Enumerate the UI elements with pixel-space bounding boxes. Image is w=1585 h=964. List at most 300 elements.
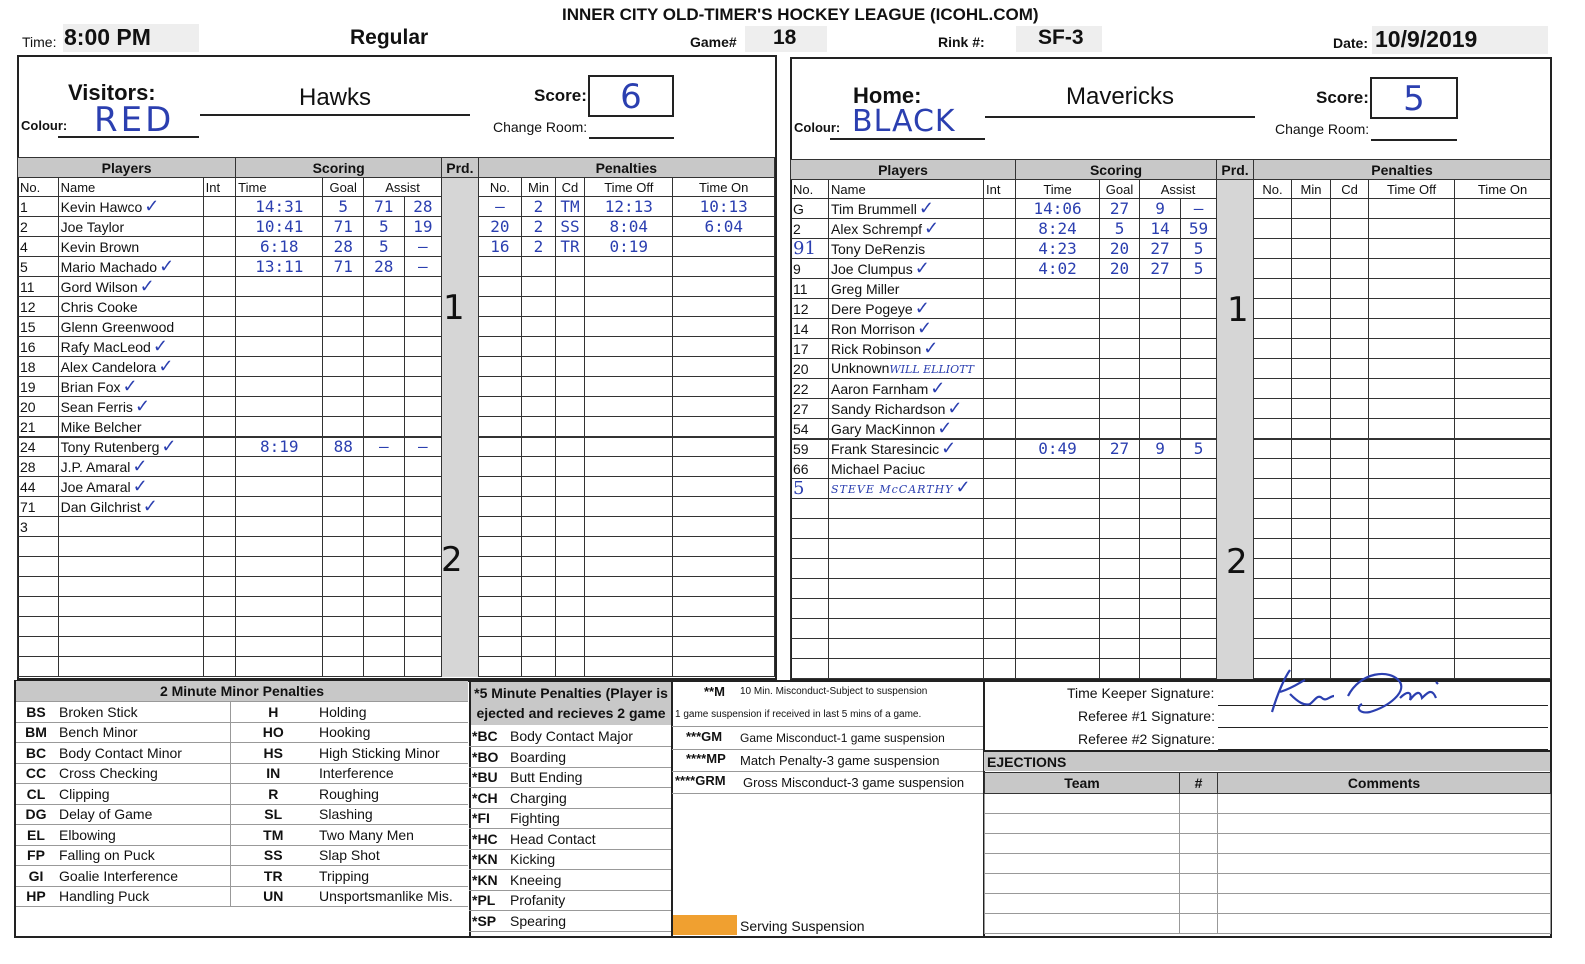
period-cell — [442, 357, 479, 377]
ejection-comment — [1218, 893, 1551, 913]
player-number-text: 9 — [793, 261, 801, 277]
int-cell — [984, 219, 1016, 239]
penalty-on — [673, 357, 775, 377]
int-cell — [984, 439, 1016, 459]
penalty-no — [478, 397, 522, 417]
scoring-a2 — [404, 457, 442, 477]
player-name-text: J.P. Amaral — [60, 459, 131, 475]
scoring-time-value: 13:11 — [255, 257, 304, 276]
player-number-text: 14 — [793, 321, 809, 337]
major-desc: Head Contact — [507, 829, 672, 850]
scoring-a1 — [364, 477, 405, 497]
player-name — [829, 399, 984, 419]
int-cell — [203, 397, 236, 417]
penalty-on — [1455, 639, 1551, 659]
time-col: Time — [1016, 180, 1100, 199]
period-cell — [1217, 399, 1254, 419]
int-cell — [984, 459, 1016, 479]
int-cell — [203, 457, 236, 477]
ejections-team-header: Team — [985, 773, 1180, 794]
penalty-no — [478, 257, 522, 277]
table-row — [791, 339, 1551, 359]
penalty-on — [673, 517, 775, 537]
player-name — [829, 439, 984, 459]
major-penalties-table — [469, 726, 672, 932]
penalty-no — [1254, 599, 1292, 619]
player-number — [791, 219, 829, 239]
scoring-goal-value: 5 — [1114, 219, 1125, 238]
scoring-a1 — [1140, 359, 1181, 379]
penalty-min — [1292, 379, 1331, 399]
scoring-a1 — [1140, 479, 1181, 499]
visitors-label: Visitors: — [68, 80, 156, 105]
minor-code2: TM — [230, 825, 316, 846]
scoring-time-value: 8:24 — [1038, 219, 1077, 238]
scoring-a2 — [404, 417, 442, 437]
penalty-min — [522, 257, 555, 277]
goal-col: Goal — [323, 178, 364, 197]
int-cell — [203, 417, 236, 437]
no-col: No. — [791, 180, 829, 199]
penalty-off — [585, 397, 673, 417]
int-cell — [203, 557, 236, 577]
penalty-no — [1254, 619, 1292, 639]
ejection-team — [985, 833, 1180, 853]
scoring-goal — [1100, 619, 1140, 639]
scoring-goal-value: 28 — [333, 237, 353, 256]
int-cell — [984, 379, 1016, 399]
scoring-time — [236, 457, 323, 477]
scoring-goal — [323, 457, 364, 477]
penalty-off — [585, 497, 673, 517]
scoring-time — [236, 197, 323, 217]
penalty-off — [1369, 639, 1455, 659]
player-name-text: Mario Machado — [60, 259, 158, 275]
scoring-a1 — [1140, 399, 1181, 419]
penalty-cd — [555, 277, 584, 297]
home-change-room-line — [1371, 139, 1457, 141]
minor-penalty-row — [16, 804, 468, 825]
scoring-goal — [323, 217, 364, 237]
penalty-on — [1455, 619, 1551, 639]
player-name — [829, 559, 984, 579]
player-number-text: 20 — [793, 361, 809, 377]
penalty-off-value: 8:04 — [609, 217, 649, 236]
scoring-time-value: 4:02 — [1038, 259, 1077, 278]
scoring-goal — [323, 257, 364, 277]
visitors-colour: RED — [58, 100, 199, 138]
minor-penalty-row — [16, 886, 468, 907]
penalty-off — [585, 277, 673, 297]
scoring-goal — [323, 557, 364, 577]
player-name-text: Sean Ferris — [60, 399, 133, 415]
minor-code: EL — [16, 825, 56, 846]
penalty-min — [1292, 479, 1331, 499]
minor-code2: HO — [230, 722, 316, 743]
period-cell — [1217, 439, 1254, 459]
scoring-a1 — [1140, 339, 1181, 359]
player-number — [18, 257, 59, 277]
player-name — [829, 499, 984, 519]
penalty-no — [1254, 219, 1292, 239]
table-row — [791, 379, 1551, 399]
penalty-min — [522, 217, 555, 237]
penalty-on — [673, 597, 775, 617]
ejection-comment — [1218, 873, 1551, 893]
check-mark-icon: ✓ — [955, 478, 971, 497]
player-name — [58, 557, 203, 577]
scoring-goal — [1100, 599, 1140, 619]
penalty-cd — [555, 297, 584, 317]
major-penalty-row — [469, 747, 672, 768]
scoring-goal — [1100, 219, 1140, 239]
int-col: Int — [984, 180, 1016, 199]
penalty-off — [585, 197, 673, 217]
minor-code: CC — [16, 763, 56, 784]
ejection-team — [985, 893, 1180, 913]
penalty-on — [673, 217, 775, 237]
penalty-cd-value: SS — [560, 217, 580, 236]
player-number — [791, 559, 829, 579]
check-mark-icon: ✓ — [159, 256, 175, 276]
scoring-a1 — [1140, 619, 1181, 639]
penalty-no — [1254, 479, 1292, 499]
check-mark-icon: ✓ — [134, 396, 151, 416]
scoring-a2 — [404, 497, 442, 517]
scoring-a1 — [364, 657, 405, 677]
player-number — [18, 517, 59, 537]
serving-suspension-label: Serving Suspension — [740, 918, 865, 934]
scoring-time — [236, 237, 323, 257]
minor-penalty-row — [16, 763, 468, 784]
penalty-min — [1292, 319, 1331, 339]
player-name-text: Kevin Brown — [60, 239, 140, 255]
minor-penalty-row — [16, 702, 468, 723]
player-name-text: Gary MacKinnon — [831, 420, 936, 437]
penalty-no — [1254, 419, 1292, 439]
penalty-cd — [1331, 419, 1369, 439]
scoring-a1 — [1140, 459, 1181, 479]
player-number-text: 59 — [793, 441, 809, 457]
scoring-a2 — [1181, 339, 1217, 359]
scoring-goal — [1100, 339, 1140, 359]
penalty-no-value: – — [495, 197, 505, 216]
penalty-min — [522, 357, 555, 377]
scoring-a1 — [1140, 599, 1181, 619]
minor-code: BC — [16, 743, 56, 764]
scoring-time — [1016, 399, 1100, 419]
major-code: *KN — [469, 870, 507, 891]
scoring-a1-value: 14 — [1150, 219, 1170, 238]
rink-label: Rink #: — [938, 34, 985, 50]
player-number-text: 15 — [20, 319, 36, 335]
scoring-a1 — [364, 197, 405, 217]
penalty-min — [1292, 439, 1331, 459]
player-number — [791, 479, 829, 499]
scoring-a1 — [364, 457, 405, 477]
period-cell — [442, 377, 479, 397]
player-number — [791, 639, 829, 659]
player-name-text: Alex Schrempf — [831, 221, 923, 237]
scoring-a2 — [1181, 359, 1217, 379]
check-mark-icon: ✓ — [122, 376, 138, 396]
penalty-on — [673, 657, 775, 677]
major-desc: Spearing — [507, 911, 672, 932]
int-cell — [984, 519, 1016, 539]
minor-desc2: Slap Shot — [316, 845, 468, 866]
penalty-no — [1254, 399, 1292, 419]
penalty-min — [1292, 459, 1331, 479]
minor-code: HP — [16, 886, 56, 907]
player-number-text: 12 — [793, 301, 809, 317]
major-penalty-row — [469, 726, 672, 747]
ejection-comment — [1218, 853, 1551, 873]
scoring-a2 — [1181, 259, 1217, 279]
player-number-text: 27 — [793, 401, 809, 417]
penalty-no — [1254, 639, 1292, 659]
penalty-on — [1455, 359, 1551, 379]
penalty-cd — [555, 557, 584, 577]
scoring-a1 — [1140, 639, 1181, 659]
scoring-a2 — [404, 377, 442, 397]
penalty-no — [478, 517, 522, 537]
penalty-cd — [555, 617, 584, 637]
game-time: 8:00 PM — [63, 24, 199, 52]
check-mark-icon: ✓ — [947, 398, 963, 418]
penalty-no — [1254, 379, 1292, 399]
period-cell — [1217, 239, 1254, 259]
scoring-time — [1016, 479, 1100, 499]
int-cell — [984, 239, 1016, 259]
player-number — [18, 377, 59, 397]
int-cell — [984, 479, 1016, 499]
penalty-min — [522, 337, 555, 357]
misconduct-code: ***GM — [686, 729, 723, 744]
penalty-off — [585, 317, 673, 337]
penalty-cd — [555, 257, 584, 277]
player-name — [829, 639, 984, 659]
minor-desc: Cross Checking — [56, 763, 230, 784]
check-mark-icon: ✓ — [918, 198, 934, 218]
major-code: *BU — [469, 767, 507, 788]
game-date: 10/9/2019 — [1372, 26, 1548, 54]
player-name — [829, 519, 984, 539]
penalty-on-value: 6:04 — [704, 217, 743, 236]
scoring-goal-value: 5 — [338, 197, 349, 216]
penalty-off — [1369, 499, 1455, 519]
scoring-time — [236, 497, 323, 517]
cd-col: Cd — [1331, 180, 1369, 199]
minor-desc2: Holding — [316, 702, 468, 723]
player-name — [58, 517, 203, 537]
scoring-a2 — [404, 577, 442, 597]
scoring-a2 — [1181, 599, 1217, 619]
scoring-a2 — [404, 297, 442, 317]
assist-col: Assist — [364, 178, 442, 197]
table-row — [18, 277, 775, 297]
penalty-on — [673, 317, 775, 337]
scoring-time — [236, 617, 323, 637]
player-name — [58, 197, 203, 217]
int-cell — [203, 657, 236, 677]
penalty-no — [478, 637, 522, 657]
player-number — [791, 199, 829, 219]
minor-code: FP — [16, 845, 56, 866]
penalty-no — [478, 417, 522, 437]
scoring-time — [1016, 619, 1100, 639]
penalty-off — [1369, 539, 1455, 559]
table-row — [18, 257, 775, 277]
player-name — [58, 257, 203, 277]
table-row — [791, 479, 1551, 499]
player-name-text: Sandy Richardson — [831, 401, 946, 417]
visitors-change-room-line — [589, 137, 674, 139]
game-number-label: Game# — [690, 34, 737, 50]
penalty-cd — [555, 357, 584, 377]
scoring-goal — [1100, 539, 1140, 559]
scoring-time — [1016, 639, 1100, 659]
player-number-text: 20 — [20, 399, 36, 415]
player-number — [791, 519, 829, 539]
penalty-off — [585, 517, 673, 537]
penalty-cd — [555, 337, 584, 357]
scoring-a1-value: 71 — [374, 197, 394, 216]
penalty-min — [522, 437, 555, 457]
penalty-no — [1254, 559, 1292, 579]
scoring-time — [1016, 259, 1100, 279]
penalty-no — [1254, 279, 1292, 299]
scoring-time — [236, 397, 323, 417]
player-number — [18, 557, 59, 577]
period-cell — [442, 217, 479, 237]
player-number — [18, 537, 59, 557]
penalty-cd — [555, 457, 584, 477]
int-cell — [984, 599, 1016, 619]
misconduct-desc: Match Penalty-3 game suspension — [740, 753, 940, 768]
penalty-off-value: 12:13 — [604, 197, 653, 216]
name-col: Name — [829, 180, 984, 199]
penalty-min — [1292, 399, 1331, 419]
penalty-cd — [555, 377, 584, 397]
player-number-text: 17 — [793, 341, 809, 357]
scoring-a1 — [1140, 259, 1181, 279]
penalty-cd-value: TR — [560, 237, 580, 256]
scoring-goal-value: 20 — [1109, 259, 1130, 278]
table-row — [791, 519, 1551, 539]
minor-code: GI — [16, 866, 56, 887]
scoring-a1 — [364, 297, 405, 317]
penalty-min — [522, 637, 555, 657]
scoring-time — [1016, 339, 1100, 359]
penalty-on — [673, 497, 775, 517]
check-mark-icon: ✓ — [139, 276, 155, 296]
player-number — [18, 277, 59, 297]
scoring-time — [236, 297, 323, 317]
player-name-text: Greg Miller — [831, 281, 900, 297]
table-row — [791, 199, 1551, 219]
penalty-on — [1455, 459, 1551, 479]
scoring-a2 — [1181, 439, 1217, 459]
visitors-team-name: Hawks — [200, 84, 470, 116]
penalty-on — [673, 437, 775, 457]
period-cell — [1217, 219, 1254, 239]
penalty-no — [478, 377, 522, 397]
major-penalty-row — [469, 870, 672, 891]
scoring-time — [236, 597, 323, 617]
penalty-min — [1292, 579, 1331, 599]
table-row — [791, 459, 1551, 479]
major-code: *FI — [469, 808, 507, 829]
scoring-a1 — [364, 497, 405, 517]
ejection-number — [1180, 793, 1218, 813]
penalty-min — [1292, 559, 1331, 579]
visitors-change-room-label: Change Room: — [493, 119, 588, 135]
penalty-min — [522, 277, 555, 297]
player-number-text: 71 — [20, 499, 36, 515]
scoring-goal — [323, 637, 364, 657]
scoring-time — [236, 317, 323, 337]
game-type: Regular — [350, 26, 429, 49]
time-label: Time: — [22, 34, 57, 50]
scoring-a2 — [404, 537, 442, 557]
major-desc: Charging — [507, 788, 672, 809]
period-cell — [1217, 479, 1254, 499]
penalty-on — [673, 337, 775, 357]
penalty-on — [1455, 419, 1551, 439]
player-number-text: 91 — [793, 238, 816, 259]
penalty-min — [1292, 419, 1331, 439]
penalty-off — [1369, 379, 1455, 399]
penalty-off — [1369, 419, 1455, 439]
penalty-cd — [555, 577, 584, 597]
home-colour: BLACK — [830, 104, 985, 140]
penalty-min — [1292, 519, 1331, 539]
home-period-1: 1 — [1227, 290, 1249, 330]
scoring-time — [236, 437, 323, 457]
ejection-number — [1180, 853, 1218, 873]
minor-code2: R — [230, 784, 316, 805]
player-number — [791, 259, 829, 279]
period-cell — [442, 257, 479, 277]
penalty-no — [478, 317, 522, 337]
time-off-col: Time Off — [585, 178, 673, 197]
penalty-off — [1369, 619, 1455, 639]
minor-desc: Handling Puck — [56, 886, 230, 907]
minor-code2: SS — [230, 845, 316, 866]
period-cell — [442, 437, 479, 457]
date-label: Date: — [1333, 35, 1369, 51]
penalty-off — [1369, 299, 1455, 319]
player-name — [829, 259, 984, 279]
cd-col: Cd — [555, 178, 584, 197]
player-number-text: 28 — [20, 459, 36, 475]
penalty-cd — [1331, 219, 1369, 239]
penalty-cd — [1331, 479, 1369, 499]
penalties-header: Penalties — [1254, 160, 1551, 180]
period-cell — [1217, 259, 1254, 279]
scoring-goal-value: 71 — [333, 257, 353, 276]
scoring-a2 — [1181, 219, 1217, 239]
player-name-text: Tony DeRenzis — [831, 241, 926, 257]
major-desc: Fighting — [507, 808, 672, 829]
home-label: Home: — [853, 83, 922, 108]
penalty-min — [522, 397, 555, 417]
ejection-number — [1180, 833, 1218, 853]
timekeeper-signature-label: Time Keeper Signature: — [1067, 685, 1215, 701]
scoring-goal — [323, 597, 364, 617]
scoring-a1 — [364, 257, 405, 277]
scoring-a1-value: 27 — [1150, 239, 1170, 258]
